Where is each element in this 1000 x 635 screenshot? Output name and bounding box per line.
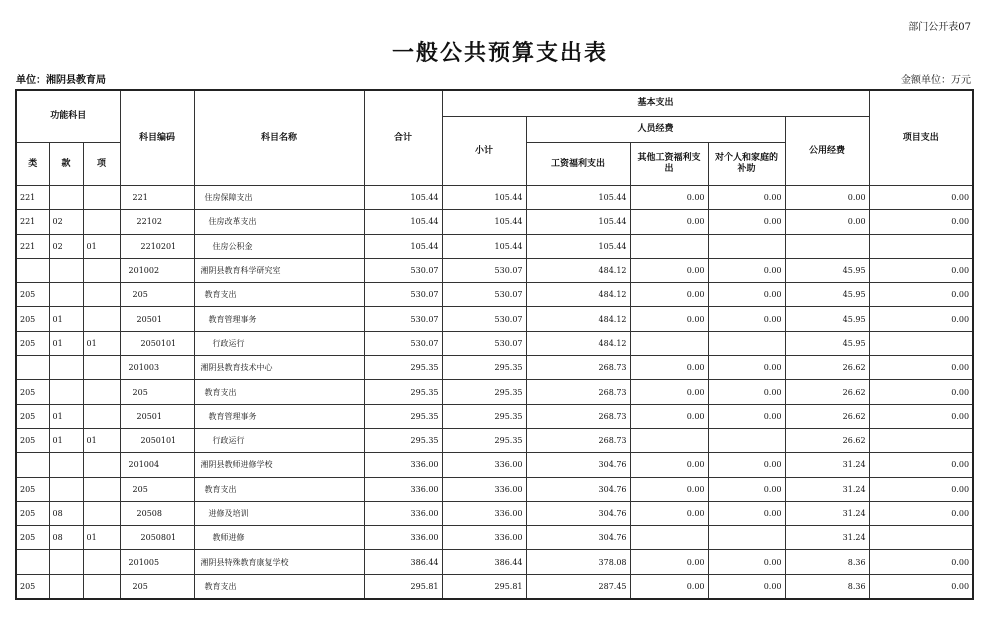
table-row	[16, 234, 973, 258]
cell-kuan	[49, 258, 83, 282]
table-row	[16, 283, 973, 307]
cell-code: 2050801	[120, 526, 194, 550]
cell-xiang	[83, 356, 120, 380]
cell-xiang: 01	[83, 234, 120, 258]
cell-project: 0.00	[869, 210, 973, 234]
table-body	[16, 186, 973, 600]
cell-lei	[16, 356, 49, 380]
cell-individual: 0.00	[708, 356, 785, 380]
basic-expense-header: 基本支出	[442, 90, 869, 117]
cell-code: 205	[120, 380, 194, 404]
cell-wages: 268.73	[526, 404, 630, 428]
cell-lei	[16, 258, 49, 282]
cell-other-wages: 0.00	[630, 380, 708, 404]
cell-project: 0.00	[869, 186, 973, 210]
cell-public: 45.95	[785, 283, 869, 307]
cell-public: 0.00	[785, 186, 869, 210]
table-row	[16, 307, 973, 331]
wages-header: 工资福利支出	[526, 143, 630, 186]
cell-total: 295.35	[364, 356, 442, 380]
project-expense-header: 项目支出	[869, 90, 973, 186]
func-subject-header: 功能科目	[16, 90, 120, 143]
cell-code: 201003	[120, 356, 194, 380]
cell-wages: 304.76	[526, 526, 630, 550]
cell-project: 0.00	[869, 404, 973, 428]
cell-kuan	[49, 356, 83, 380]
cell-code: 20501	[120, 307, 194, 331]
cell-subtotal: 295.81	[442, 574, 526, 599]
cell-wages: 268.73	[526, 428, 630, 452]
cell-other-wages	[630, 526, 708, 550]
cell-lei: 205	[16, 501, 49, 525]
cell-public: 31.24	[785, 477, 869, 501]
cell-wages: 287.45	[526, 574, 630, 599]
cell-kuan: 02	[49, 210, 83, 234]
cell-code: 205	[120, 574, 194, 599]
cell-name: 行政运行	[194, 428, 364, 452]
cell-wages: 484.12	[526, 283, 630, 307]
cell-wages: 378.08	[526, 550, 630, 574]
cell-name: 教育支出	[194, 477, 364, 501]
cell-xiang	[83, 307, 120, 331]
other-wages-header: 其他工资福利支出	[630, 143, 708, 186]
cell-kuan	[49, 550, 83, 574]
lei-header: 类	[16, 143, 49, 186]
cell-lei: 205	[16, 477, 49, 501]
cell-xiang: 01	[83, 428, 120, 452]
cell-public: 45.95	[785, 307, 869, 331]
cell-kuan: 01	[49, 331, 83, 355]
cell-wages: 484.12	[526, 258, 630, 282]
cell-other-wages: 0.00	[630, 477, 708, 501]
cell-public: 26.62	[785, 356, 869, 380]
cell-total: 530.07	[364, 307, 442, 331]
table-row	[16, 501, 973, 525]
cell-xiang	[83, 210, 120, 234]
cell-project: 0.00	[869, 501, 973, 525]
budget-table	[15, 89, 974, 600]
cell-total: 530.07	[364, 258, 442, 282]
cell-individual: 0.00	[708, 550, 785, 574]
cell-kuan	[49, 283, 83, 307]
cell-lei: 205	[16, 574, 49, 599]
cell-wages: 268.73	[526, 380, 630, 404]
cell-kuan: 01	[49, 307, 83, 331]
cell-other-wages: 0.00	[630, 574, 708, 599]
cell-xiang	[83, 258, 120, 282]
cell-wages: 268.73	[526, 356, 630, 380]
table-row	[16, 186, 973, 210]
cell-lei: 205	[16, 404, 49, 428]
cell-lei: 205	[16, 283, 49, 307]
cell-public: 31.24	[785, 526, 869, 550]
personnel-header: 人员经费	[526, 117, 785, 143]
cell-xiang: 01	[83, 526, 120, 550]
cell-project: 0.00	[869, 283, 973, 307]
cell-subtotal: 386.44	[442, 550, 526, 574]
cell-total: 386.44	[364, 550, 442, 574]
cell-lei: 221	[16, 210, 49, 234]
cell-public	[785, 234, 869, 258]
cell-individual	[708, 428, 785, 452]
cell-code: 20501	[120, 404, 194, 428]
public-expense-header: 公用经费	[785, 117, 869, 186]
cell-xiang	[83, 477, 120, 501]
cell-xiang	[83, 404, 120, 428]
cell-kuan: 08	[49, 501, 83, 525]
cell-other-wages: 0.00	[630, 186, 708, 210]
cell-public: 45.95	[785, 258, 869, 282]
cell-lei: 205	[16, 380, 49, 404]
cell-xiang: 01	[83, 331, 120, 355]
cell-total: 336.00	[364, 453, 442, 477]
cell-other-wages: 0.00	[630, 210, 708, 234]
form-number: 部门公开表07	[908, 22, 971, 33]
cell-individual: 0.00	[708, 307, 785, 331]
cell-other-wages: 0.00	[630, 453, 708, 477]
cell-lei: 205	[16, 331, 49, 355]
cell-project	[869, 234, 973, 258]
table-row	[16, 404, 973, 428]
cell-name: 教育管理事务	[194, 307, 364, 331]
cell-name: 湘阴县教育技术中心	[194, 356, 364, 380]
cell-xiang	[83, 380, 120, 404]
table-row	[16, 380, 973, 404]
cell-name: 住房公积金	[194, 234, 364, 258]
cell-public: 26.62	[785, 404, 869, 428]
cell-individual: 0.00	[708, 210, 785, 234]
cell-wages: 304.76	[526, 501, 630, 525]
cell-subtotal: 105.44	[442, 234, 526, 258]
cell-kuan: 01	[49, 428, 83, 452]
cell-other-wages: 0.00	[630, 356, 708, 380]
cell-lei: 205	[16, 526, 49, 550]
cell-code: 221	[120, 186, 194, 210]
cell-public: 8.36	[785, 574, 869, 599]
cell-name: 住房保障支出	[194, 186, 364, 210]
cell-code: 201002	[120, 258, 194, 282]
cell-kuan	[49, 477, 83, 501]
cell-public: 26.62	[785, 428, 869, 452]
cell-individual: 0.00	[708, 186, 785, 210]
cell-kuan	[49, 453, 83, 477]
table-row	[16, 331, 973, 355]
cell-total: 336.00	[364, 477, 442, 501]
cell-project: 0.00	[869, 574, 973, 599]
cell-individual: 0.00	[708, 574, 785, 599]
cell-total: 295.35	[364, 404, 442, 428]
cell-other-wages	[630, 331, 708, 355]
cell-individual	[708, 331, 785, 355]
cell-kuan: 08	[49, 526, 83, 550]
table-row	[16, 210, 973, 234]
cell-lei: 205	[16, 428, 49, 452]
cell-subtotal: 530.07	[442, 283, 526, 307]
cell-public: 45.95	[785, 331, 869, 355]
cell-kuan	[49, 380, 83, 404]
cell-other-wages	[630, 428, 708, 452]
cell-code: 205	[120, 477, 194, 501]
cell-total: 105.44	[364, 234, 442, 258]
cell-lei	[16, 550, 49, 574]
cell-other-wages: 0.00	[630, 501, 708, 525]
table-row	[16, 428, 973, 452]
cell-individual: 0.00	[708, 283, 785, 307]
cell-individual: 0.00	[708, 380, 785, 404]
xiang-header: 项	[83, 143, 120, 186]
cell-individual: 0.00	[708, 501, 785, 525]
cell-xiang	[83, 574, 120, 599]
cell-project	[869, 331, 973, 355]
cell-subtotal: 295.35	[442, 428, 526, 452]
cell-subtotal: 295.35	[442, 356, 526, 380]
cell-total: 530.07	[364, 283, 442, 307]
name-header: 科目名称	[194, 90, 364, 186]
cell-subtotal: 336.00	[442, 501, 526, 525]
cell-subtotal: 530.07	[442, 258, 526, 282]
cell-total: 336.00	[364, 501, 442, 525]
cell-wages: 304.76	[526, 453, 630, 477]
cell-kuan: 02	[49, 234, 83, 258]
cell-project: 0.00	[869, 307, 973, 331]
cell-kuan	[49, 186, 83, 210]
cell-code: 201004	[120, 453, 194, 477]
cell-xiang	[83, 501, 120, 525]
cell-lei: 221	[16, 186, 49, 210]
table-row	[16, 356, 973, 380]
table-row	[16, 526, 973, 550]
cell-xiang	[83, 453, 120, 477]
cell-name: 行政运行	[194, 331, 364, 355]
cell-project: 0.00	[869, 258, 973, 282]
cell-name: 教师进修	[194, 526, 364, 550]
cell-project: 0.00	[869, 550, 973, 574]
cell-subtotal: 530.07	[442, 307, 526, 331]
cell-project	[869, 526, 973, 550]
unit-label: 单位：湘阴县教育局	[16, 75, 106, 86]
cell-code: 201005	[120, 550, 194, 574]
cell-xiang	[83, 550, 120, 574]
cell-subtotal: 295.35	[442, 380, 526, 404]
cell-project	[869, 428, 973, 452]
cell-subtotal: 105.44	[442, 186, 526, 210]
cell-total: 295.35	[364, 380, 442, 404]
cell-code: 2210201	[120, 234, 194, 258]
cell-lei: 205	[16, 307, 49, 331]
cell-name: 湘阴县教育科学研究室	[194, 258, 364, 282]
cell-other-wages: 0.00	[630, 283, 708, 307]
table-row	[16, 550, 973, 574]
cell-other-wages: 0.00	[630, 404, 708, 428]
cell-individual	[708, 234, 785, 258]
cell-other-wages	[630, 234, 708, 258]
cell-subtotal: 530.07	[442, 331, 526, 355]
cell-code: 20508	[120, 501, 194, 525]
table-row	[16, 477, 973, 501]
cell-project: 0.00	[869, 380, 973, 404]
cell-code: 2050101	[120, 331, 194, 355]
cell-total: 105.44	[364, 210, 442, 234]
cell-wages: 105.44	[526, 210, 630, 234]
cell-public: 0.00	[785, 210, 869, 234]
cell-lei	[16, 453, 49, 477]
cell-kuan	[49, 574, 83, 599]
cell-name: 住房改革支出	[194, 210, 364, 234]
code-header: 科目编码	[120, 90, 194, 186]
cell-wages: 484.12	[526, 331, 630, 355]
table-row	[16, 574, 973, 599]
cell-total: 105.44	[364, 186, 442, 210]
cell-total: 295.81	[364, 574, 442, 599]
cell-individual: 0.00	[708, 258, 785, 282]
amount-unit-label: 金额单位：万元	[901, 75, 971, 86]
cell-lei: 221	[16, 234, 49, 258]
cell-individual: 0.00	[708, 404, 785, 428]
cell-name: 教育支出	[194, 574, 364, 599]
cell-public: 31.24	[785, 501, 869, 525]
cell-public: 8.36	[785, 550, 869, 574]
cell-kuan: 01	[49, 404, 83, 428]
cell-other-wages: 0.00	[630, 258, 708, 282]
table-row	[16, 453, 973, 477]
cell-subtotal: 295.35	[442, 404, 526, 428]
cell-public: 26.62	[785, 380, 869, 404]
total-header: 合计	[364, 90, 442, 186]
cell-public: 31.24	[785, 453, 869, 477]
cell-project: 0.00	[869, 356, 973, 380]
cell-code: 205	[120, 283, 194, 307]
cell-project: 0.00	[869, 453, 973, 477]
cell-total: 295.35	[364, 428, 442, 452]
cell-wages: 105.44	[526, 186, 630, 210]
cell-total: 530.07	[364, 331, 442, 355]
cell-name: 湘阴县教师进修学校	[194, 453, 364, 477]
cell-total: 336.00	[364, 526, 442, 550]
cell-subtotal: 105.44	[442, 210, 526, 234]
cell-subtotal: 336.00	[442, 453, 526, 477]
cell-subtotal: 336.00	[442, 477, 526, 501]
cell-name: 进修及培训	[194, 501, 364, 525]
cell-individual	[708, 526, 785, 550]
subtotal-header: 小计	[442, 117, 526, 186]
page-title: 一般公共预算支出表	[391, 40, 608, 66]
cell-wages: 484.12	[526, 307, 630, 331]
cell-xiang	[83, 283, 120, 307]
cell-code: 2050101	[120, 428, 194, 452]
cell-code: 22102	[120, 210, 194, 234]
cell-name: 教育支出	[194, 283, 364, 307]
cell-name: 教育管理事务	[194, 404, 364, 428]
cell-xiang	[83, 186, 120, 210]
cell-wages: 304.76	[526, 477, 630, 501]
cell-project: 0.00	[869, 477, 973, 501]
cell-other-wages: 0.00	[630, 550, 708, 574]
cell-wages: 105.44	[526, 234, 630, 258]
kuan-header: 款	[49, 143, 83, 186]
cell-name: 湘阴县特殊教育康复学校	[194, 550, 364, 574]
cell-name: 教育支出	[194, 380, 364, 404]
cell-individual: 0.00	[708, 453, 785, 477]
cell-other-wages: 0.00	[630, 307, 708, 331]
individual-subsidy-header: 对个人和家庭的补助	[708, 143, 785, 186]
cell-subtotal: 336.00	[442, 526, 526, 550]
table-row	[16, 258, 973, 282]
cell-individual: 0.00	[708, 477, 785, 501]
